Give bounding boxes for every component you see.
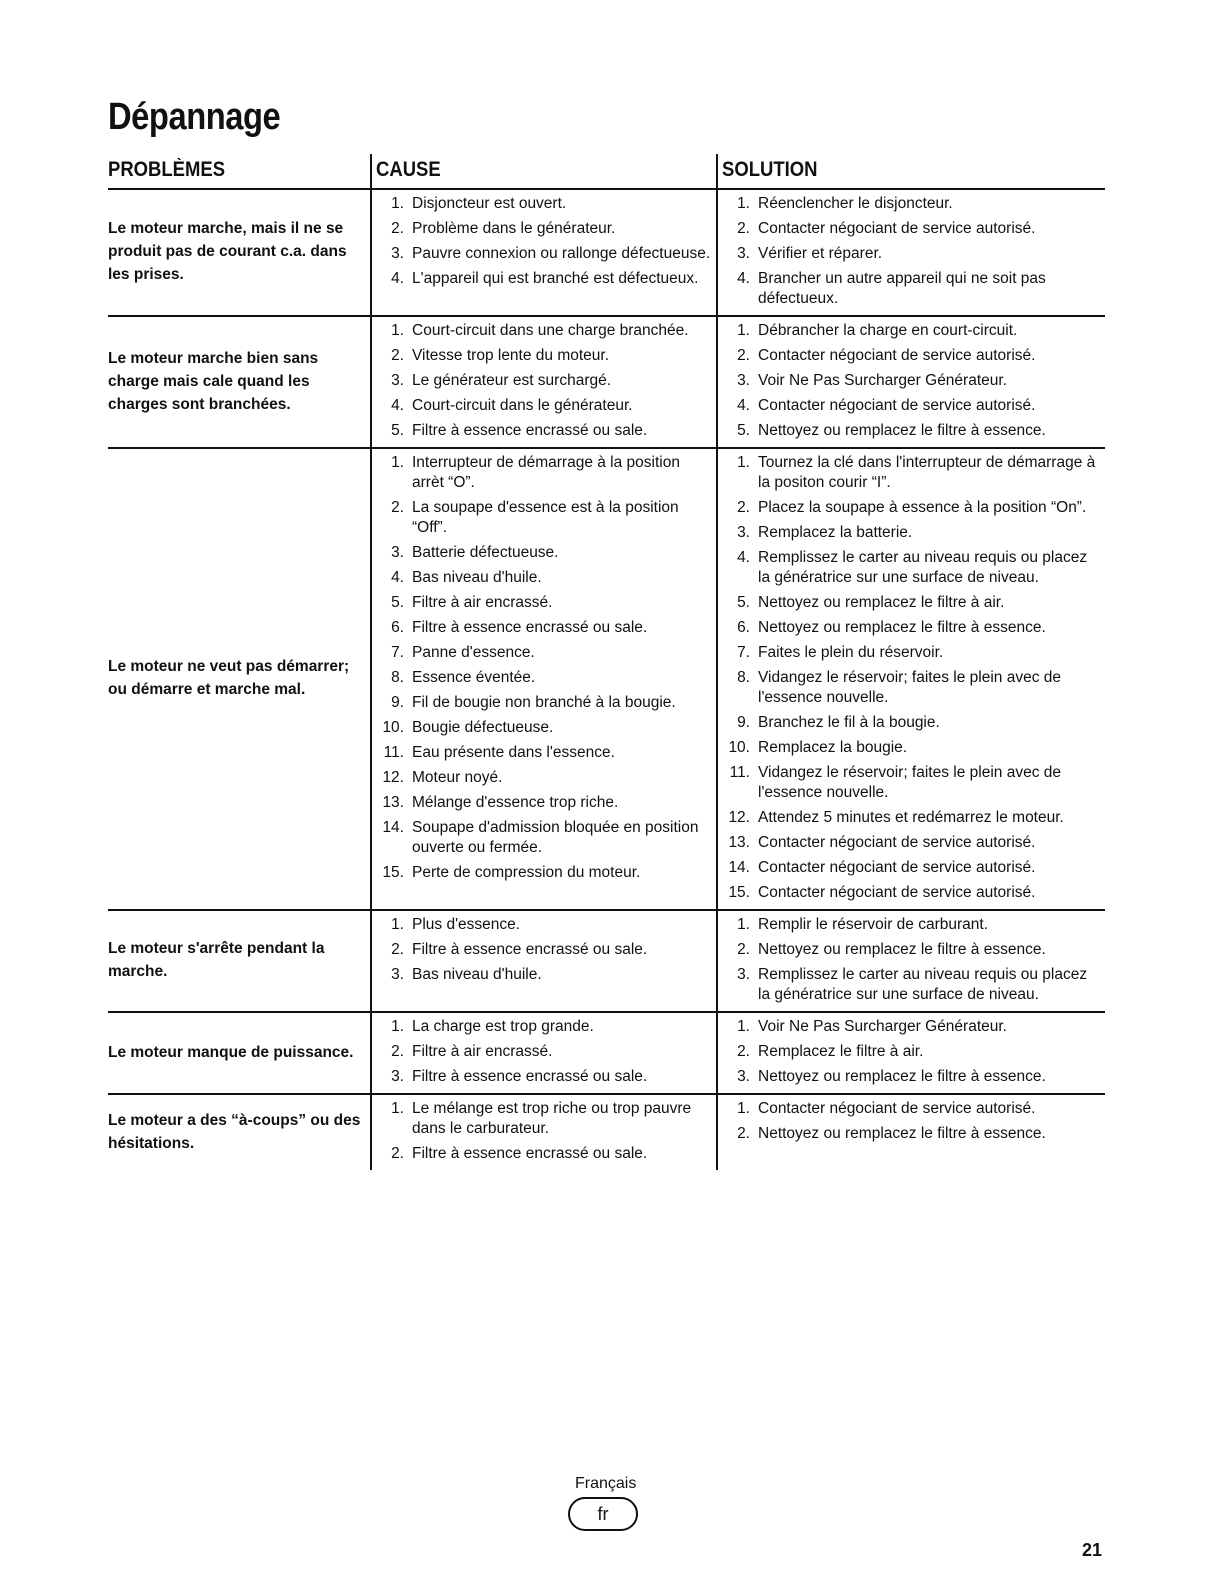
item-number: 14.	[382, 819, 404, 836]
cause-item	[372, 693, 716, 713]
cause-item	[372, 940, 716, 960]
item-text: Contacter négociant de service autorisé.	[758, 859, 1036, 876]
cause-cell	[370, 911, 716, 1011]
problem-cell	[108, 449, 370, 909]
item-text: Mélange d'essence trop riche.	[412, 794, 619, 811]
solution-item	[718, 643, 1105, 663]
cause-item	[372, 618, 716, 638]
table-row	[108, 317, 1105, 449]
solution-item	[718, 833, 1105, 853]
item-number: 2.	[391, 1145, 404, 1162]
solution-item	[718, 548, 1105, 588]
solution-cell	[716, 1013, 1105, 1093]
item-number: 1.	[737, 1018, 750, 1035]
cause-cell	[370, 190, 716, 315]
item-text: Plus d'essence.	[412, 916, 521, 933]
solution-cell	[716, 317, 1105, 447]
item-number: 8.	[737, 669, 750, 686]
item-number: 1.	[737, 454, 750, 471]
solution-item	[718, 738, 1105, 758]
item-text: Panne d'essence.	[412, 644, 535, 661]
item-text: Filtre à essence encrassé ou sale.	[412, 1068, 648, 1085]
cause-item	[372, 543, 716, 563]
problem-cell	[108, 190, 370, 315]
item-text: Contacter négociant de service autorisé.	[758, 397, 1036, 414]
item-text: Voir Ne Pas Surcharger Générateur.	[758, 1018, 1007, 1035]
item-text: Vérifier et réparer.	[758, 245, 883, 262]
problem-text: Le moteur marche bien sans charge mais cale quand les charges sont branchées.	[108, 349, 319, 413]
item-text: Nettoyez ou remplacez le filtre à essence.	[758, 1125, 1046, 1142]
item-number: 3.	[391, 245, 404, 262]
cause-item	[372, 269, 716, 289]
item-text: Remplissez le carter au niveau requis ou placez la génératrice sur une surface de niveau.	[758, 549, 1088, 586]
cause-item	[372, 1017, 716, 1037]
item-number: 6.	[737, 619, 750, 636]
item-text: Contacter négociant de service autorisé.	[758, 220, 1036, 237]
item-number: 13.	[728, 834, 750, 851]
problem-text: Le moteur manque de puissance.	[108, 1043, 354, 1061]
item-text: Nettoyez ou remplacez le filtre à air.	[758, 594, 1005, 611]
item-number: 2.	[737, 220, 750, 237]
item-number: 4.	[391, 569, 404, 586]
item-text: Soupape d'admission bloquée en position ouverte ou fermée.	[412, 819, 699, 856]
solution-item	[718, 396, 1105, 416]
table-row	[108, 1013, 1105, 1095]
cause-item	[372, 371, 716, 391]
solution-cell	[716, 449, 1105, 909]
item-text: Contacter négociant de service autorisé.	[758, 884, 1036, 901]
cause-item	[372, 453, 716, 493]
item-number: 1.	[391, 916, 404, 933]
item-text: Contacter négociant de service autorisé.	[758, 834, 1036, 851]
language-label: Français	[575, 1475, 637, 1492]
item-number: 14.	[728, 859, 750, 876]
cause-cell	[370, 317, 716, 447]
item-number: 2.	[737, 347, 750, 364]
item-text: Le générateur est surchargé.	[412, 372, 612, 389]
solution-item	[718, 269, 1105, 309]
solution-item	[718, 668, 1105, 708]
cause-item	[372, 793, 716, 813]
item-number: 6.	[391, 619, 404, 636]
table-row	[108, 1095, 1105, 1170]
cause-item	[372, 1099, 716, 1139]
solution-item	[718, 371, 1105, 391]
item-number: 3.	[391, 544, 404, 561]
problem-cell	[108, 1095, 370, 1170]
item-text: Court-circuit dans le générateur.	[412, 397, 633, 414]
item-number: 15.	[382, 864, 404, 881]
item-number: 3.	[737, 966, 750, 983]
table-row	[108, 190, 1105, 317]
item-text: Perte de compression du moteur.	[412, 864, 641, 881]
header-cause: CAUSE	[370, 154, 716, 188]
item-number: 2.	[391, 220, 404, 237]
language-badge: fr	[568, 1497, 638, 1531]
table-body	[108, 190, 1105, 1170]
problem-cell	[108, 317, 370, 447]
item-number: 8.	[391, 669, 404, 686]
item-text: Voir Ne Pas Surcharger Générateur.	[758, 372, 1007, 389]
item-number: 5.	[737, 594, 750, 611]
item-number: 3.	[737, 245, 750, 262]
item-number: 2.	[737, 941, 750, 958]
cause-item	[372, 768, 716, 788]
item-text: Filtre à air encrassé.	[412, 1043, 553, 1060]
cause-cell	[370, 1095, 716, 1170]
solution-item	[718, 593, 1105, 613]
item-text: Filtre à essence encrassé ou sale.	[412, 422, 648, 439]
solution-item	[718, 1067, 1105, 1087]
header-solution: SOLUTION	[716, 154, 1105, 188]
solution-cell	[716, 911, 1105, 1011]
item-text: Filtre à essence encrassé ou sale.	[412, 1145, 648, 1162]
item-number: 2.	[737, 1043, 750, 1060]
item-text: Remplir le réservoir de carburant.	[758, 916, 989, 933]
problem-text: Le moteur marche, mais il ne se produit pas de courant c.a. dans les prises.	[108, 220, 347, 283]
item-text: Faites le plein du réservoir.	[758, 644, 944, 661]
cause-item	[372, 965, 716, 985]
item-text: Attendez 5 minutes et redémarrez le moteur.	[758, 809, 1064, 826]
cause-item	[372, 219, 716, 239]
cause-item	[372, 1042, 716, 1062]
item-number: 3.	[737, 1068, 750, 1085]
solution-item	[718, 618, 1105, 638]
item-text: Nettoyez ou remplacez le filtre à essence.	[758, 619, 1046, 636]
item-number: 3.	[391, 966, 404, 983]
item-number: 2.	[391, 499, 404, 516]
item-number: 12.	[728, 809, 750, 826]
solution-cell	[716, 190, 1105, 315]
item-number: 5.	[391, 594, 404, 611]
solution-item	[718, 453, 1105, 493]
cause-item	[372, 1067, 716, 1087]
item-number: 1.	[391, 1018, 404, 1035]
item-number: 1.	[737, 1100, 750, 1117]
solution-item	[718, 523, 1105, 543]
solution-item	[718, 858, 1105, 878]
item-number: 4.	[391, 397, 404, 414]
item-text: Bas niveau d'huile.	[412, 569, 542, 586]
troubleshooting-table	[108, 154, 1105, 1170]
item-number: 4.	[737, 549, 750, 566]
item-number: 2.	[391, 941, 404, 958]
item-text: Interrupteur de démarrage à la position arrèt “O”.	[412, 454, 680, 491]
solution-item	[718, 346, 1105, 366]
item-text: Pauvre connexion ou rallonge défectueuse.	[412, 245, 711, 262]
item-number: 3.	[737, 524, 750, 541]
solution-item	[718, 498, 1105, 518]
item-number: 2.	[737, 499, 750, 516]
item-number: 7.	[391, 644, 404, 661]
header-problems: PROBLÈMES	[108, 158, 226, 181]
item-number: 11.	[729, 764, 750, 781]
item-text: Réenclencher le disjoncteur.	[758, 195, 953, 212]
cause-item	[372, 863, 716, 883]
cause-item	[372, 498, 716, 538]
solution-item	[718, 1042, 1105, 1062]
table-header	[108, 154, 1105, 190]
cause-item	[372, 915, 716, 935]
item-text: Remplissez le carter au niveau requis ou placez la génératrice sur une surface de niveau.	[758, 966, 1088, 1003]
item-text: La soupape d'essence est à la position “Off”.	[412, 499, 679, 536]
item-text: Nettoyez ou remplacez le filtre à essence.	[758, 1068, 1046, 1085]
item-number: 2.	[391, 1043, 404, 1060]
cause-item	[372, 668, 716, 688]
solution-item	[718, 1124, 1105, 1144]
item-text: Branchez le fil à la bougie.	[758, 714, 940, 731]
item-number: 1.	[737, 195, 750, 212]
item-text: Moteur noyé.	[412, 769, 503, 786]
item-text: Fil de bougie non branché à la bougie.	[412, 694, 676, 711]
item-number: 2.	[391, 347, 404, 364]
item-number: 13.	[382, 794, 404, 811]
item-text: Remplacez la bougie.	[758, 739, 908, 756]
item-text: Remplacez la batterie.	[758, 524, 913, 541]
item-number: 10.	[728, 739, 750, 756]
item-number: 4.	[737, 397, 750, 414]
cause-item	[372, 1144, 716, 1164]
solution-item	[718, 883, 1105, 903]
item-text: Le mélange est trop riche ou trop pauvre dans le carburateur.	[412, 1100, 692, 1137]
solution-item	[718, 808, 1105, 828]
cause-item	[372, 643, 716, 663]
item-text: La charge est trop grande.	[412, 1018, 594, 1035]
solution-item	[718, 965, 1105, 1005]
item-text: Filtre à essence encrassé ou sale.	[412, 619, 648, 636]
problem-cell	[108, 911, 370, 1011]
item-text: Disjoncteur est ouvert.	[412, 195, 567, 212]
item-text: Contacter négociant de service autorisé.	[758, 347, 1036, 364]
solution-item	[718, 194, 1105, 214]
item-text: Bougie défectueuse.	[412, 719, 554, 736]
item-text: Contacter négociant de service autorisé.	[758, 1100, 1036, 1117]
item-number: 5.	[391, 422, 404, 439]
solution-item	[718, 763, 1105, 803]
item-text: Brancher un autre appareil qui ne soit pas défectueux.	[758, 270, 1046, 307]
item-number: 11.	[383, 744, 404, 761]
solution-item	[718, 1017, 1105, 1037]
item-number: 9.	[391, 694, 404, 711]
item-text: Débrancher la charge en court-circuit.	[758, 322, 1018, 339]
cause-item	[372, 321, 716, 341]
item-number: 3.	[391, 1068, 404, 1085]
item-number: 4.	[737, 270, 750, 287]
item-text: Filtre à air encrassé.	[412, 594, 553, 611]
item-number: 4.	[391, 270, 404, 287]
solution-item	[718, 940, 1105, 960]
solution-item	[718, 219, 1105, 239]
item-number: 7.	[737, 644, 750, 661]
item-text: Vidangez le réservoir; faites le plein avec de l'essence nouvelle.	[758, 669, 1061, 706]
solution-item	[718, 244, 1105, 264]
solution-item	[718, 421, 1105, 441]
item-text: Vidangez le réservoir; faites le plein avec de l'essence nouvelle.	[758, 764, 1061, 801]
problem-text: Le moteur s'arrête pendant la marche.	[108, 940, 325, 980]
item-text: Remplacez le filtre à air.	[758, 1043, 924, 1060]
item-number: 15.	[728, 884, 750, 901]
cause-item	[372, 593, 716, 613]
item-text: Nettoyez ou remplacez le filtre à essence.	[758, 941, 1046, 958]
item-text: L'appareil qui est branché est défectueux.	[412, 270, 699, 287]
item-number: 2.	[737, 1125, 750, 1142]
solution-item	[718, 713, 1105, 733]
cause-item	[372, 718, 716, 738]
problem-text: Le moteur a des “à-coups” ou des hésitations.	[108, 1111, 361, 1152]
item-text: Placez la soupape à essence à la position “On”.	[758, 499, 1087, 516]
page-title: Dépannage	[108, 96, 281, 138]
item-text: Filtre à essence encrassé ou sale.	[412, 941, 648, 958]
table-row	[108, 911, 1105, 1013]
cause-item	[372, 568, 716, 588]
cause-cell	[370, 1013, 716, 1093]
table-row	[108, 449, 1105, 911]
item-text: Tournez la clé dans l'interrupteur de démarrage à la positon courir “I”.	[758, 454, 1096, 491]
item-text: Problème dans le générateur.	[412, 220, 616, 237]
solution-item	[718, 321, 1105, 341]
solution-item	[718, 1099, 1105, 1119]
item-number: 5.	[737, 422, 750, 439]
cause-item	[372, 396, 716, 416]
cause-item	[372, 244, 716, 264]
cause-item	[372, 743, 716, 763]
cause-item	[372, 346, 716, 366]
item-number: 12.	[382, 769, 404, 786]
item-number: 1.	[391, 322, 404, 339]
item-text: Essence éventée.	[412, 669, 536, 686]
problem-text: Le moteur ne veut pas démarrer; ou démarre et marche mal.	[108, 658, 350, 698]
cause-item	[372, 818, 716, 858]
problem-cell	[108, 1013, 370, 1093]
item-number: 1.	[737, 916, 750, 933]
item-text: Bas niveau d'huile.	[412, 966, 542, 983]
item-number: 1.	[391, 195, 404, 212]
item-number: 1.	[391, 1100, 404, 1117]
item-text: Batterie défectueuse.	[412, 544, 559, 561]
item-text: Nettoyez ou remplacez le filtre à essence.	[758, 422, 1046, 439]
item-number: 3.	[391, 372, 404, 389]
page-number: 21	[1082, 1540, 1103, 1560]
item-number: 3.	[737, 372, 750, 389]
cause-cell	[370, 449, 716, 909]
cause-item	[372, 194, 716, 214]
solution-cell	[716, 1095, 1105, 1170]
item-text: Vitesse trop lente du moteur.	[412, 347, 610, 364]
item-text: Eau présente dans l'essence.	[412, 744, 615, 761]
cause-item	[372, 421, 716, 441]
item-number: 1.	[391, 454, 404, 471]
item-text: Court-circuit dans une charge branchée.	[412, 322, 689, 339]
solution-item	[718, 915, 1105, 935]
item-number: 9.	[737, 714, 750, 731]
item-number: 10.	[382, 719, 404, 736]
item-number: 1.	[737, 322, 750, 339]
